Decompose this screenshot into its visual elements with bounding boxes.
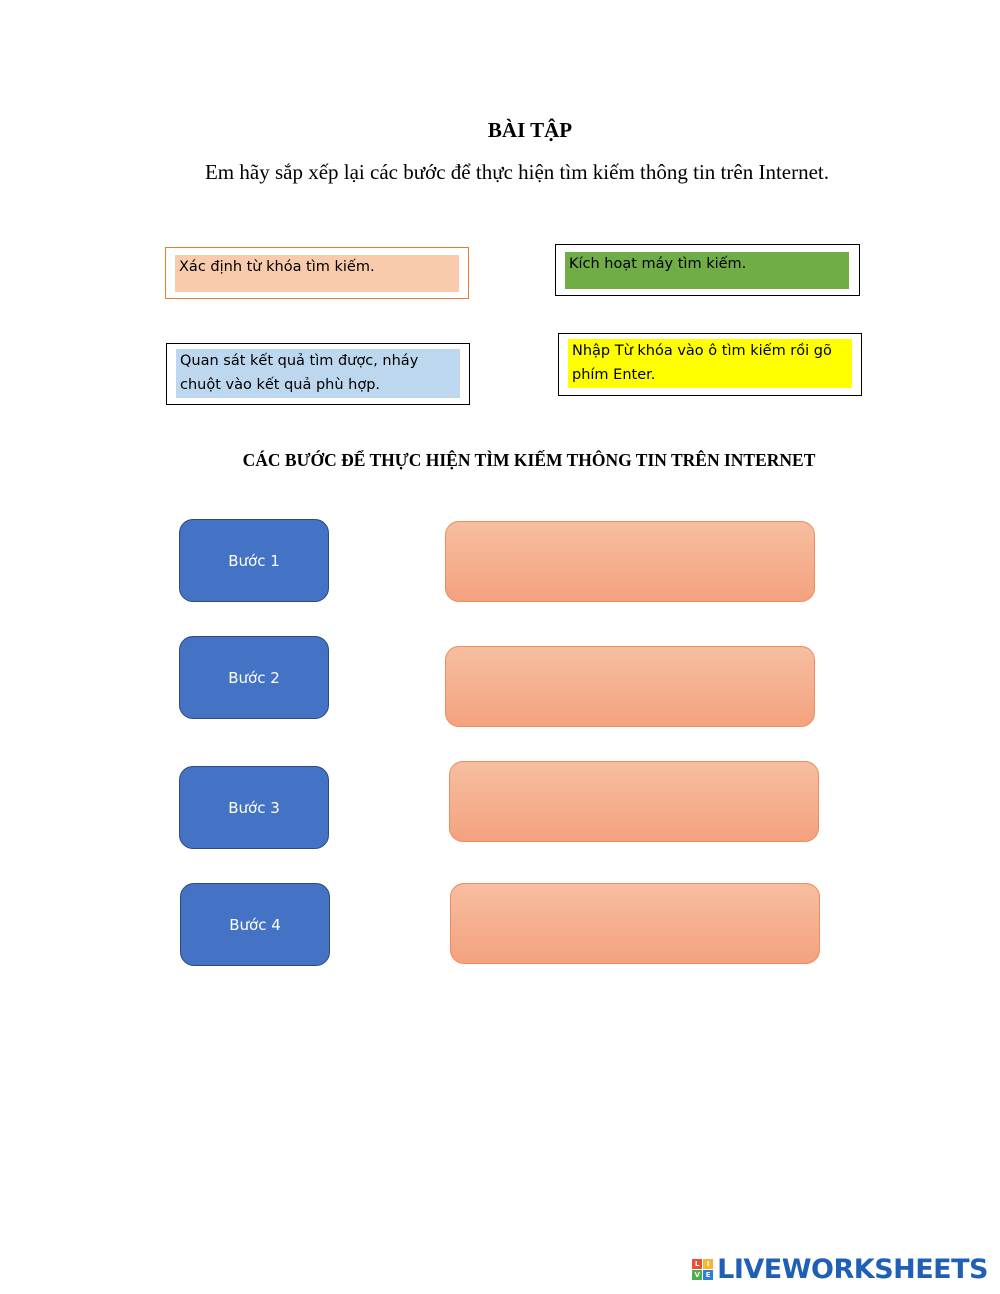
liveworksheets-logo-icon (692, 1259, 713, 1280)
liveworksheets-logo-text: LIVEWORKSHEETS (717, 1254, 988, 1285)
liveworksheets-logo (692, 1254, 988, 1285)
section-heading: CÁC BƯỚC ĐỂ THỰC HIỆN TÌM KIẾM THÔNG TIN TRÊN INTERNET (242, 450, 816, 470)
step-1-drop-slot[interactable] (445, 521, 815, 602)
option-identify-keyword[interactable]: Xác định từ khóa tìm kiếm. (175, 255, 459, 292)
option-card-activate-search-engine (555, 244, 860, 296)
step-1-label: Bước 1 (179, 519, 329, 602)
step-4-label: Bước 4 (180, 883, 330, 966)
option-enter-keyword[interactable]: Nhập Từ khóa vào ô tìm kiếm rồi gõ phím Enter. (568, 339, 852, 388)
step-4-drop-slot[interactable] (450, 883, 820, 964)
step-3-label: Bước 3 (179, 766, 329, 849)
instruction-text: Em hãy sắp xếp lại các bước để thực hiện tìm kiếm thông tin trên Internet. (204, 160, 829, 184)
step-2-label: Bước 2 (179, 636, 329, 719)
step-3-drop-slot[interactable] (449, 761, 819, 842)
option-card-enter-keyword (558, 333, 862, 396)
logo-mark-letter: V (692, 1270, 702, 1280)
option-card-observe-results (166, 343, 470, 405)
option-activate-search-engine[interactable]: Kích hoạt máy tìm kiếm. (565, 252, 849, 289)
step-2-drop-slot[interactable] (445, 646, 815, 727)
logo-mark-letter: L (692, 1259, 702, 1269)
page-title: BÀI TẬP (487, 118, 573, 142)
logo-mark-letter: E (703, 1270, 713, 1280)
logo-mark-letter: I (703, 1259, 713, 1269)
option-card-identify-keyword (165, 247, 469, 299)
option-observe-results[interactable]: Quan sát kết quả tìm được, nháy chuột vào kết quả phù hợp. (176, 349, 460, 398)
